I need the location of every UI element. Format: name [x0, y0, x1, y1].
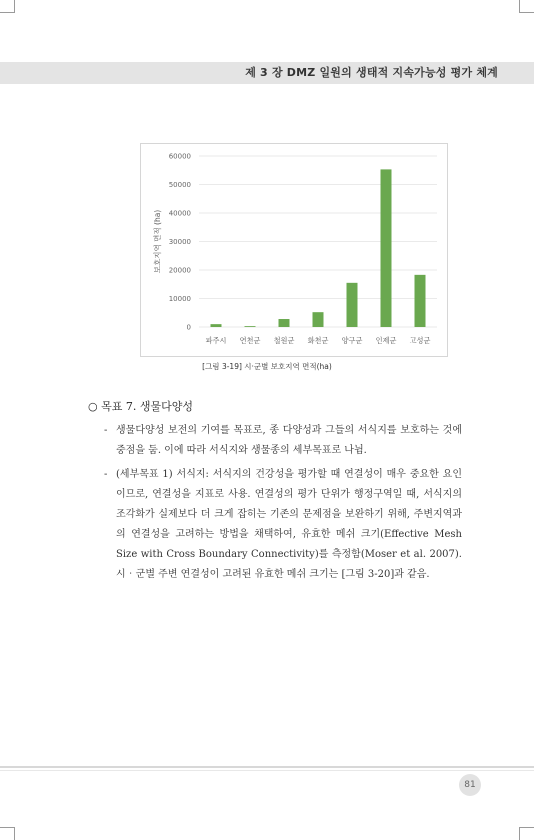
bullet-biodiversity-goal [104, 421, 462, 461]
bar-chart-svg [141, 144, 447, 356]
bar-연천군 [245, 326, 256, 327]
x-category-label: 인제군 [375, 336, 397, 345]
x-category-label: 양구군 [341, 336, 363, 345]
page-number: 81 [459, 774, 481, 796]
footer-rule-thin [0, 770, 534, 771]
bar-고성군 [415, 275, 426, 327]
y-tick-label: 20000 [168, 266, 191, 275]
protected-area-chart [140, 143, 448, 357]
footer-rule [0, 766, 534, 768]
bar-화천군 [313, 312, 324, 327]
bar-파주시 [211, 324, 222, 327]
goal-7-title: ○ 목표 7. 생물다양성 [88, 400, 193, 413]
crop-mark-top-left [0, 0, 15, 13]
y-tick-label: 0 [186, 323, 191, 332]
crop-mark-bottom-left [0, 827, 15, 840]
bullet-dash: - [104, 469, 108, 480]
bullet-dash: - [104, 425, 108, 436]
y-tick-label: 40000 [168, 209, 191, 218]
bar-철원군 [279, 319, 290, 327]
x-category-label: 화천군 [307, 336, 329, 345]
x-category-label: 고성군 [409, 336, 431, 345]
running-header-title: 제 3 장 DMZ 일원의 생태적 지속가능성 평가 체계 [245, 66, 498, 79]
bar-인제군 [381, 169, 392, 327]
bullet-text: (세부목표 1) 서식지: 서식지의 건강성을 평가할 때 연결성이 매우 중요한 요인이므로, 연결성을 지표로 사용. 연결성의 평가 단위가 행정구역일 때, 서식지의 조각화가 실제보다 더 크게 잡히는 기존의 문제점을 보완하기 위해, 주변지역과의 연결성을 고려하는 방법을 채택하여, 유효한 메쉬 크기(Effective Mesh Size with Cross Boundary Connectivity)를 측정함(Moser et al. 2007). 시‧군별 주변 연결성이 고려된 유효한 메쉬 크기는 [그림 3-20]과 같음. [116, 469, 462, 580]
y-tick-label: 60000 [168, 152, 191, 161]
x-category-label: 파주시 [205, 336, 227, 345]
x-category-label: 철원군 [273, 336, 295, 345]
crop-mark-top-right [519, 0, 534, 13]
bullet-text: 생물다양성 보전의 기여를 목표로, 종 다양성과 그들의 서식지를 보호하는 것에 중점을 둠. 이에 따라 서식지와 생물종의 세부목표로 나뉨. [116, 425, 462, 456]
figure-caption: [그림 3-19] 시‧군별 보호지역 면적(ha) [202, 362, 332, 371]
y-tick-label: 50000 [168, 181, 191, 189]
y-tick-label: 10000 [168, 295, 191, 303]
y-axis-label: 보호지역 면적 (ha) [153, 209, 162, 274]
y-tick-label: 30000 [168, 238, 191, 246]
crop-mark-bottom-right [519, 827, 534, 840]
bar-양구군 [347, 283, 358, 327]
x-category-label: 연천군 [239, 336, 261, 345]
bullet-habitat-subgoal [104, 465, 462, 585]
